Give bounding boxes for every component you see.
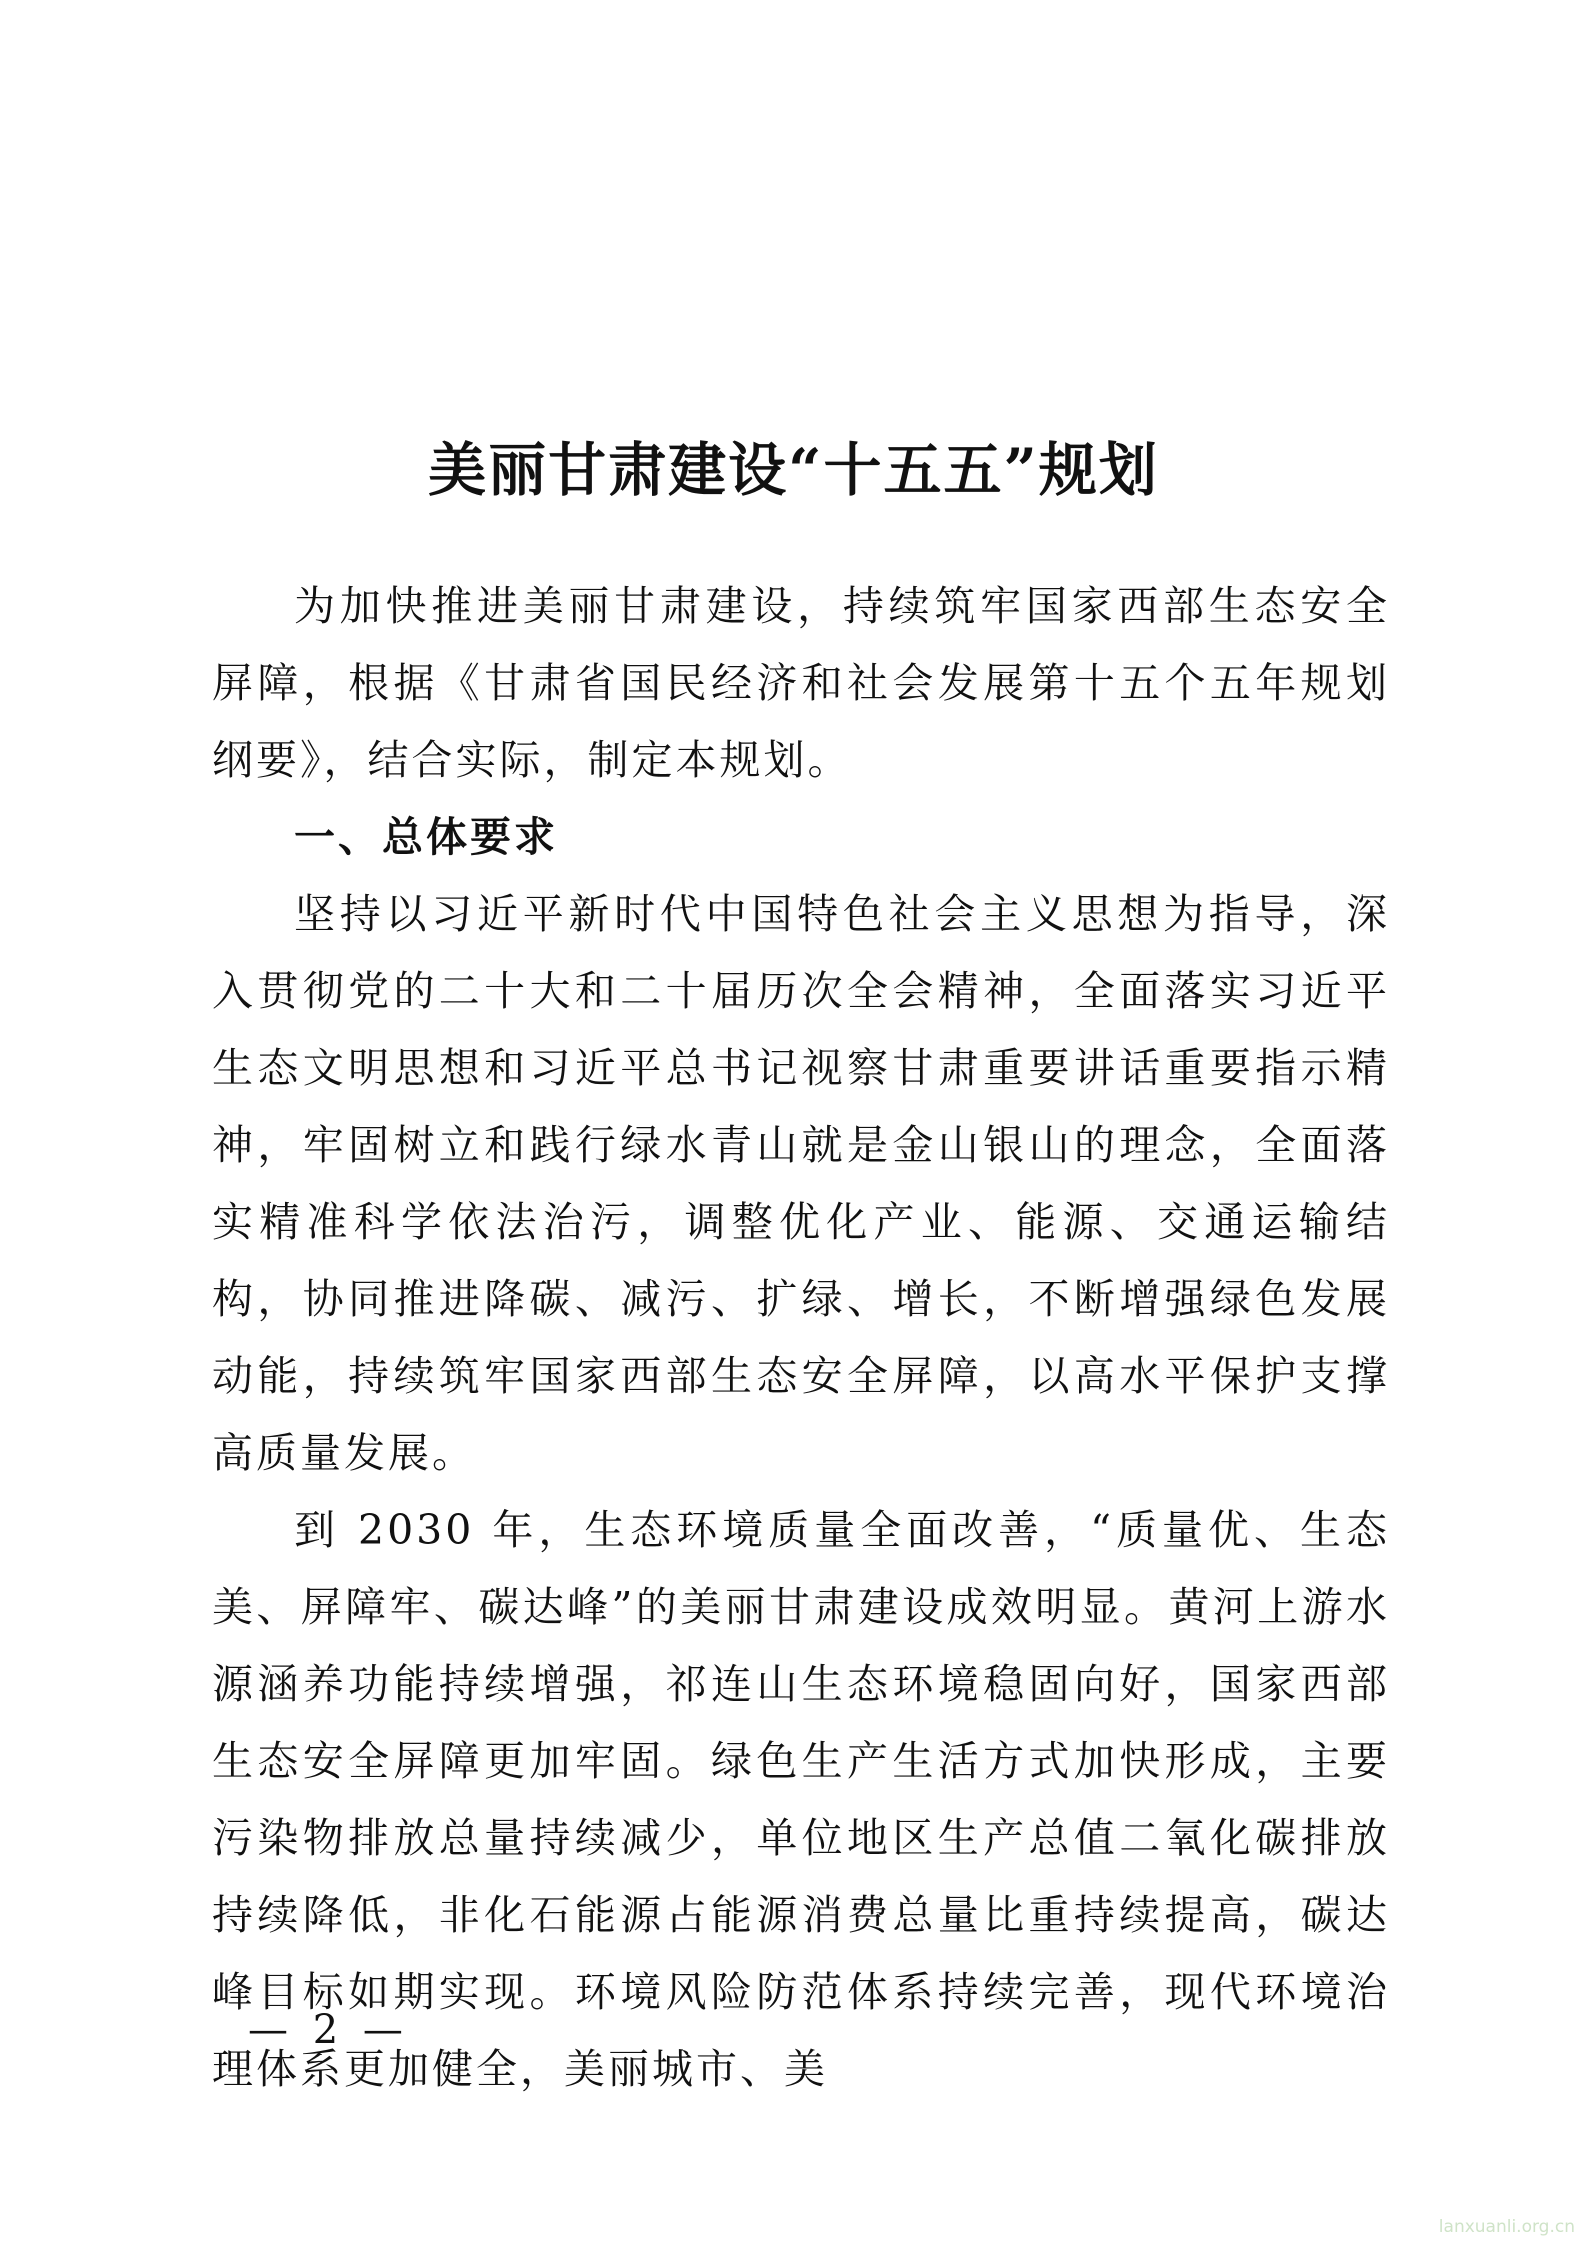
document-title: 美丽甘肃建设“十五五”规划 [428, 436, 1159, 504]
guiding-paragraph: 坚持以习近平新时代中国特色社会主义思想为指导，深入贯彻党的二十大和二十届历次全会精神，全面落实习近平生态文明思想和习近平总书记视察甘肃重要讲话重要指示精神，牢固树立和践行绿水青山就是金山银山的理念，全面落实精准科学依法治污，调整优化产业、能源、交通运输结构，协同推进降碳、减污、扩绿、增长，不断增强绿色发展动能，持续筑牢国家西部生态安全屏障，以高水平保护支撑高质量发展。 [212, 890, 1390, 1477]
goals-2030-paragraph: 到 2030 年，生态环境质量全面改善，“质量优、生态美、屏障牢、碳达峰”的美丽甘肃建设成效明显。黄河上游水源涵养功能持续增强，祁连山生态环境稳固向好，国家西部生态安全屏障更加牢固。绿色生产生活方式加快形成，主要污染物排放总量持续减少，单位地区生产总值二氧化碳排放持续降低，非化石能源占能源消费总量比重持续提高，碳达峰目标如期实现。环境风险防范体系持续完善，现代环境治理体系更加健全，美丽城市、美 [212, 1506, 1390, 2093]
page-number: — 2 — [248, 2007, 409, 2053]
site-watermark: lanxuanli.org.cn [1438, 2217, 1575, 2237]
section-heading: 一、总体要求 [294, 813, 558, 861]
document-body [212, 568, 1390, 2108]
intro-paragraph: 为加快推进美丽甘肃建设，持续筑牢国家西部生态安全屏障，根据《甘肃省国民经济和社会发展第十五个五年规划纲要》，结合实际，制定本规划。 [212, 582, 1390, 784]
